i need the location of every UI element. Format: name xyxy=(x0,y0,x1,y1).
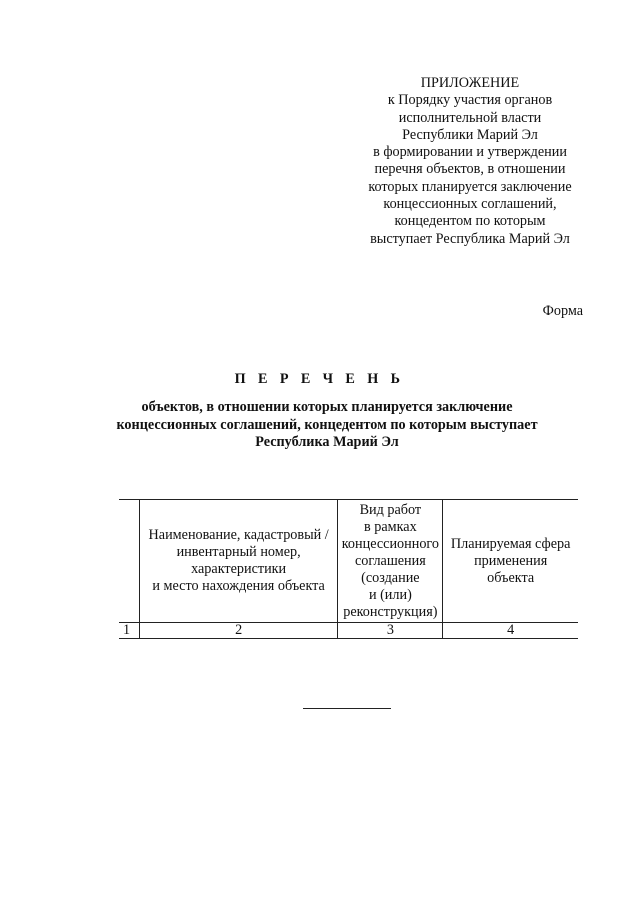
header-line: инвентарный номер, xyxy=(176,544,301,560)
subtitle-line: концессионных соглашений, концедентом по которым выступает xyxy=(116,416,538,433)
column-number-cell: 1 xyxy=(119,623,139,639)
header-line: Наименование, кадастровый / xyxy=(148,527,329,543)
appendix-line: Республики Марий Эл xyxy=(402,126,538,143)
header-line: применения xyxy=(474,552,548,569)
appendix-line: концедентом по которым xyxy=(394,213,546,230)
appendix-line: ПРИЛОЖЕНИЕ xyxy=(420,75,520,91)
header-line: (создание xyxy=(361,569,420,586)
appendix-block xyxy=(352,75,588,248)
header-line: Вид работ xyxy=(359,501,422,518)
column-number-cell: 2 xyxy=(139,623,338,639)
document-title: П Е Р Е Ч Е Н Ь xyxy=(234,371,405,387)
header-line: и место нахождения объекта xyxy=(152,578,325,594)
header-line: реконструкция) xyxy=(343,603,438,620)
appendix-line: которых планируется заключение xyxy=(368,178,572,195)
column-number-cell: 3 xyxy=(338,623,443,639)
column-number-cell: 4 xyxy=(443,623,578,639)
table-header-row xyxy=(119,500,578,623)
header-line: объекта xyxy=(487,569,535,586)
appendix-line: перечня объектов, в отношении xyxy=(374,161,566,178)
header-line: Планируемая сфера xyxy=(450,535,571,552)
end-divider xyxy=(303,708,391,709)
header-line: в рамках xyxy=(364,518,417,535)
header-line: соглашения xyxy=(354,552,426,569)
form-label: Форма xyxy=(542,303,583,319)
subtitle-line: объектов, в отношении которых планируется заключение xyxy=(141,399,513,415)
appendix-line: в формировании и утверждении xyxy=(373,144,567,161)
objects-table xyxy=(119,499,578,639)
header-line: и (или) xyxy=(368,586,412,603)
appendix-line: к Порядку участия органов xyxy=(387,92,553,109)
header-cell-work-type xyxy=(338,500,443,623)
header-line: концессионного xyxy=(341,535,439,552)
header-cell-sphere xyxy=(443,500,578,623)
appendix-line: выступает Республика Марий Эл xyxy=(370,230,570,247)
header-cell-name xyxy=(139,500,338,623)
document-subtitle xyxy=(100,399,554,452)
table-number-row xyxy=(119,623,578,639)
appendix-line: исполнительной власти xyxy=(398,109,542,126)
header-cell-number xyxy=(119,500,139,623)
appendix-line: концессионных соглашений, xyxy=(383,196,557,213)
header-line: характеристики xyxy=(191,561,287,577)
subtitle-line: Республика Марий Эл xyxy=(255,434,399,450)
